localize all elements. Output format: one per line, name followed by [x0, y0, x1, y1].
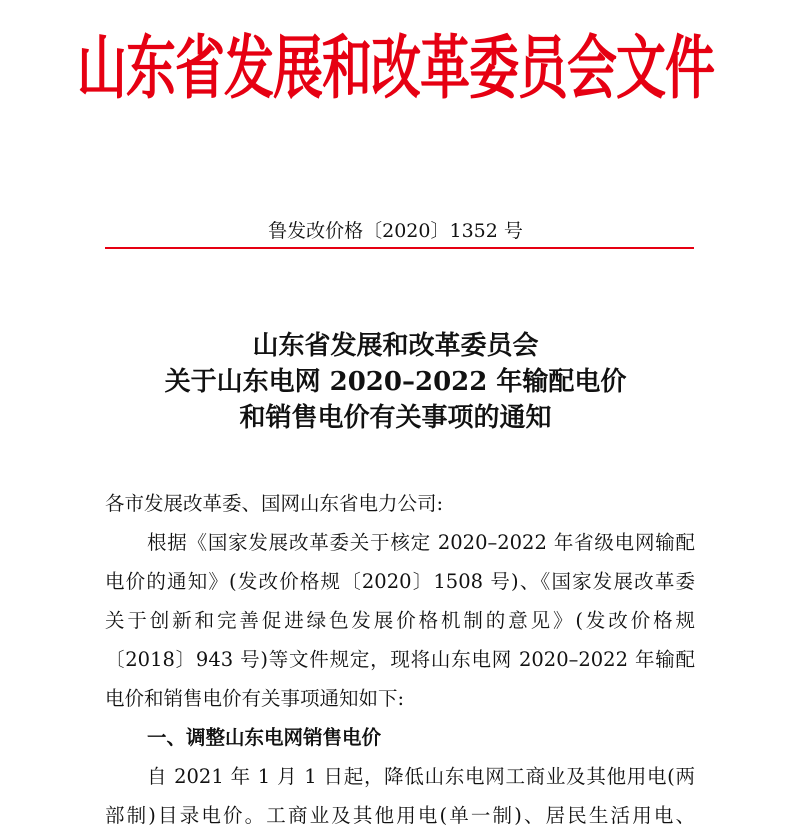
salutation: 各市发展改革委、国网山东省电力公司:: [105, 492, 444, 515]
paragraph-1-line-5: 电价和销售电价有关事项通知如下:: [105, 687, 405, 710]
red-separator-line: [105, 247, 694, 249]
document-number: 鲁发改价格〔2020〕1352 号: [268, 220, 523, 242]
notice-title-line-2: 关于山东电网 2020–2022 年输配电价: [164, 367, 627, 397]
paragraph-1-line-4: 〔2018〕943 号)等文件规定，现将山东电网 2020–2022 年输配: [105, 648, 695, 671]
section-1-line-2: 部制)目录电价。工商业及其他用电(单一制)、居民生活用电、: [105, 804, 695, 827]
notice-title: [0, 328, 791, 436]
notice-title-line-1: 山东省发展和改革委员会: [252, 331, 539, 361]
masthead-title: 山东省发展和改革委员会文件: [77, 28, 714, 109]
paragraph-1-line-3: 关于创新和完善促进绿色发展价格机制的意见》(发改价格规: [105, 609, 695, 632]
notice-title-line-3: 和销售电价有关事项的通知: [239, 403, 552, 433]
paragraph-1-line-1: 根据《国家发展改革委关于核定 2020–2022 年省级电网输配: [147, 531, 695, 554]
paragraph-1-line-2: 电价的通知》(发改价格规〔2020〕1508 号)、《国家发展改革委: [105, 570, 695, 593]
section-1-line-1: 自 2021 年 1 月 1 日起，降低山东电网工商业及其他用电(两: [147, 765, 695, 788]
section-1-heading: 一、调整山东电网销售电价: [147, 726, 382, 749]
